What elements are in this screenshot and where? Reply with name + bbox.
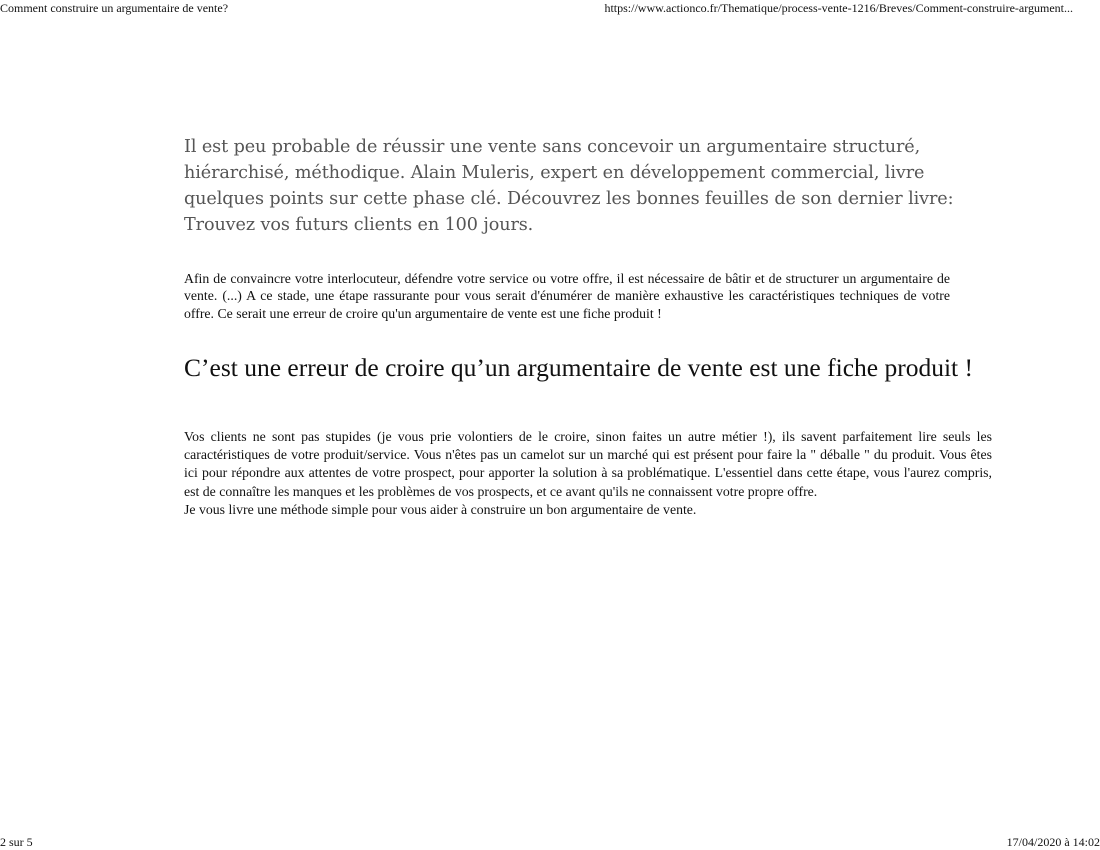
print-header-title: Comment construire un argumentaire de vente? [0, 1, 229, 15]
print-footer-page-indicator: 2 sur 5 [0, 835, 33, 849]
article-subheading: C’est une erreur de croire qu’un argumentaire de vente est une fiche produit ! [184, 352, 973, 382]
article-body [184, 134, 992, 519]
article-paragraph: Vos clients ne sont pas stupides (je vous prie volontiers de le croire, sinon faites un autre métier !), ils savent parfaitement lire seuls les caractéristiques de votre produit/service. Vous n'êtes pas un camelot sur un marché qui est présent pour faire la " déballe " du produit. Vous êtes ici pour répondre aux attentes de votre prospect, pour apporter la solution à sa problématique. L'essentiel dans cette étape, vous l'aurez compris, est de connaître les manques et les problèmes de vos prospects, et ce avant qu'ils ne connaissent votre propre offre. [184, 428, 992, 499]
print-footer-timestamp: 17/04/2020 à 14:02 [1006, 835, 1100, 849]
article-paragraph: Je vous livre une méthode simple pour vous aider à construire un bon argumentaire de vente. [184, 502, 697, 518]
article-lead: Il est peu probable de réussir une vente sans concevoir un argumentaire structuré, hiérarchisé, méthodique. Alain Muleris, expert en développement commercial, livre quelques points sur cette phase clé. Découvrez les bonnes feuilles de son dernier livre: Trouvez vos futurs clients en 100 jours. [184, 137, 954, 235]
print-header-url: https://www.actionco.fr/Thematique/process-vente-1216/Breves/Comment-construire-argument... [604, 1, 1073, 15]
article-paragraph-group [184, 428, 992, 519]
article-paragraph: Afin de convaincre votre interlocuteur, défendre votre service ou votre offre, il est nécessaire de bâtir et de structurer un argumentaire de vente. (...) A ce stade, une étape rassurante pour vous serait d'énumérer de manière exhaustive les caractéristiques techniques de votre offre. Ce serait une erreur de croire qu'un argumentaire de vente est une fiche produit ! [184, 271, 950, 321]
